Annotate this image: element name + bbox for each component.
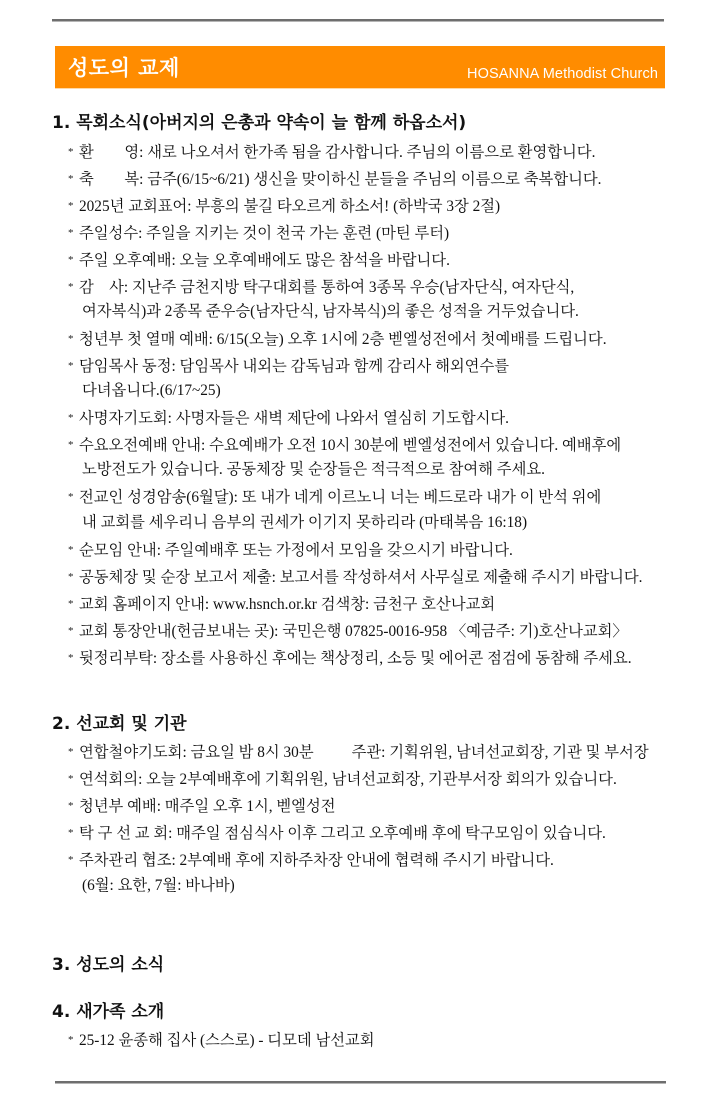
bullet-asterisk-icon: * (68, 746, 74, 758)
bullet-asterisk-icon: * (68, 491, 74, 503)
list-item: * 순모임 안내: 주일예배후 또는 가정에서 모임을 갖으시기 바랍니다. (68, 542, 513, 559)
bullet-asterisk-icon: * (68, 200, 74, 212)
bullet-asterisk-icon: * (68, 146, 74, 158)
banner-subtitle: HOSANNA Methodist Church (467, 66, 658, 82)
bullet-asterisk-icon: * (68, 625, 74, 637)
list-item: * 감 사: 지난주 금천지방 탁구대회를 통하여 3종목 우승(남자단식, 여자단식, (68, 279, 575, 296)
list-item: * 교회 통장안내(헌금보내는 곳): 국민은행 07825-0016-958 〈예금주: 기)호산나교회〉 (68, 623, 628, 640)
list-item: * 뒷정리부탁: 장소를 사용하신 후에는 책상정리, 소등 및 에어콘 점검에 동참해 주세요. (68, 650, 632, 667)
bullet-asterisk-icon: * (68, 1034, 74, 1046)
bullet-asterisk-icon: * (68, 254, 74, 266)
bottom-divider (55, 1081, 666, 1084)
list-item: * 탁 구 선 교 회: 매주일 점심식사 이후 그리고 오후예배 후에 탁구모임이 있습니다. (68, 825, 606, 842)
bullet-asterisk-icon: * (68, 571, 74, 583)
bullet-asterisk-icon: * (68, 800, 74, 812)
banner-title: 성도의 교제 (68, 56, 180, 80)
list-item-continuation: 내 교회를 세우리니 음부의 권세가 이기지 못하리라 (마태복음 16:18) (82, 514, 528, 531)
top-divider (52, 19, 664, 22)
list-item: * 연합철야기도회: 금요일 밤 8시 30분 주관: 기획위원, 남녀선교회장, 기관 및 부서장 (68, 744, 649, 761)
list-item: * 축 복: 금주(6/15~6/21) 생신을 맞이하신 분들을 주님의 이름으로 축복합니다. (68, 171, 602, 188)
list-item: * 환 영: 새로 나오셔서 한가족 됨을 감사합니다. 주님의 이름으로 환영합니다. (68, 144, 596, 161)
list-item-continuation: 여자복식)과 2종목 준우승(남자단식, 남자복식)의 좋은 성적을 거두었습니다. (82, 303, 579, 320)
bullet-asterisk-icon: * (68, 544, 74, 556)
list-item: * 사명자기도회: 사명자들은 새벽 제단에 나와서 열심히 기도합시다. (68, 410, 509, 427)
section-title-pastoral-news: 1. 목회소식(아버지의 은총과 약속이 늘 함께 하옵소서) (52, 113, 467, 133)
list-item: * 청년부 첫 열매 예배: 6/15(오늘) 오후 1시에 2층 벧엘성전에서 첫예배를 드립니다. (68, 331, 607, 348)
list-item-continuation: (6월: 요한, 7월: 바나바) (82, 877, 235, 894)
list-item: * 수요오전예배 안내: 수요예배가 오전 10시 30분에 벧엘성전에서 있습니다. 예배후에 (68, 437, 622, 454)
list-item: * 주차관리 협조: 2부예배 후에 지하주차장 안내에 협력해 주시기 바랍니다. (68, 852, 554, 869)
list-item-continuation: 노방전도가 있습니다. 공동체장 및 순장들은 적극적으로 참여해 주세요. (82, 461, 545, 478)
bullet-asterisk-icon: * (68, 281, 74, 293)
bullet-asterisk-icon: * (68, 333, 74, 345)
bullet-asterisk-icon: * (68, 412, 74, 424)
list-item-continuation: 다녀옵니다.(6/17~25) (82, 382, 221, 399)
bullet-asterisk-icon: * (68, 173, 74, 185)
list-item: * 25-12 윤종해 집사 (스스로) - 디모데 남선교회 (68, 1032, 375, 1049)
list-item: * 주일성수: 주일을 지키는 것이 천국 가는 훈련 (마틴 루터) (68, 225, 450, 242)
list-item: * 주일 오후예배: 오늘 오후예배에도 많은 참석을 바랍니다. (68, 252, 450, 269)
list-item: * 담임목사 동정: 담임목사 내외는 감독님과 함께 감리사 해외연수를 (68, 358, 509, 375)
list-item: * 2025년 교회표어: 부흥의 불길 타오르게 하소서! (하박국 3장 2절) (68, 198, 501, 215)
section-title-new-family: 4. 새가족 소개 (52, 1002, 165, 1022)
list-item: * 공동체장 및 순장 보고서 제출: 보고서를 작성하셔서 사무실로 제출해 주시기 바랍니다. (68, 569, 643, 586)
bullet-asterisk-icon: * (68, 227, 74, 239)
list-item: * 전교인 성경암송(6월달): 또 내가 네게 이르노니 너는 베드로라 내가 이 반석 위에 (68, 489, 602, 506)
section-title-member-news: 3. 성도의 소식 (52, 955, 165, 975)
list-item: * 연석회의: 오늘 2부예배후에 기획위원, 남녀선교회장, 기관부서장 회의가 있습니다. (68, 771, 617, 788)
bullet-asterisk-icon: * (68, 827, 74, 839)
list-item: * 청년부 예배: 매주일 오후 1시, 벧엘성전 (68, 798, 336, 815)
bullet-asterisk-icon: * (68, 652, 74, 664)
bullet-asterisk-icon: * (68, 439, 74, 451)
bullet-asterisk-icon: * (68, 360, 74, 372)
bullet-asterisk-icon: * (68, 773, 74, 785)
bullet-asterisk-icon: * (68, 598, 74, 610)
page-banner (55, 46, 665, 88)
section-title-missions: 2. 선교회 및 기관 (52, 714, 187, 734)
bullet-asterisk-icon: * (68, 854, 74, 866)
list-item: * 교회 홈페이지 안내: www.hsnch.or.kr 검색창: 금천구 호산나교회 (68, 596, 496, 613)
